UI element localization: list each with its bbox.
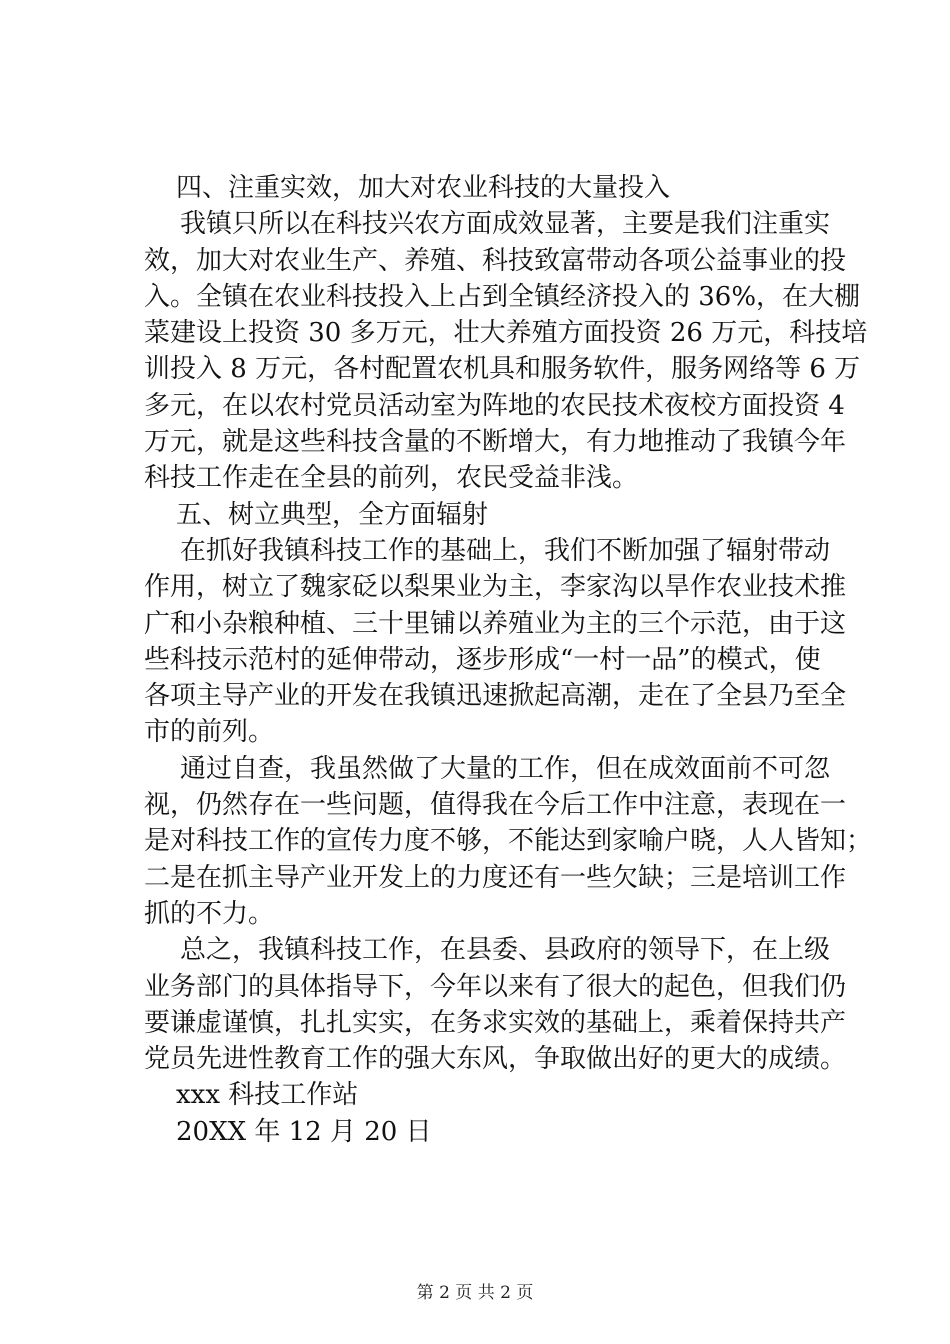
text-line: 效，加大对农业生产、养殖、科技致富带动各项公益事业的投	[144, 245, 847, 276]
text-line: 入。全镇在农业科技投入上占到全镇经济投入的 36%，在大棚	[144, 281, 861, 312]
text-line: 些科技示范村的延伸带动，逐步形成“一村一品”的模式，使	[144, 644, 821, 675]
section-heading: 四、注重实效，加大对农业科技的大量投入	[176, 173, 671, 203]
text-line: 在抓好我镇科技工作的基础上，我们不断加强了辐射带动	[180, 535, 831, 566]
text-line: 广和小杂粮种植、三十里铺以养殖业为主的三个示范，由于这	[144, 608, 847, 639]
document-body	[144, 170, 873, 1150]
paragraph	[144, 206, 868, 496]
signature-date: 20XX 年 12 月 20 日	[176, 1116, 432, 1147]
page-footer: 第 2 页 共 2 页	[416, 1283, 534, 1303]
signature-org: xxx 科技工作站	[176, 1080, 359, 1111]
text-line: 业务部门的具体指导下，今年以来有了很大的起色，但我们仍	[144, 971, 847, 1002]
paragraph	[144, 932, 847, 1077]
text-line: 菜建设上投资 30 多万元，壮大养殖方面投资 26 万元，科技培	[144, 318, 868, 349]
text-line: 总之，我镇科技工作，在县委、县政府的领导下，在上级	[180, 935, 831, 966]
text-line: 党员先进性教育工作的强大东风，争取做出好的更大的成绩。	[144, 1044, 847, 1075]
text-line: 我镇只所以在科技兴农方面成效显著，主要是我们注重实	[180, 209, 831, 240]
text-line: 通过自查，我虽然做了大量的工作，但在成效面前不可忽	[180, 753, 831, 784]
section-heading: 五、树立典型，全方面辐射	[176, 499, 489, 530]
paragraph	[144, 751, 873, 932]
text-line: 万元，就是这些科技含量的不断增大，有力地推动了我镇今年	[144, 427, 847, 458]
text-line: 科技工作走在全县的前列，农民受益非浅。	[144, 463, 639, 494]
text-line: 各项主导产业的开发在我镇迅速掀起高潮，走在了全县乃至全	[144, 681, 847, 712]
text-line: 要谦虚谨慎，扎扎实实，在务求实效的基础上，乘着保持共产	[144, 1007, 847, 1038]
paragraph	[144, 533, 847, 751]
text-line: 视，仍然存在一些问题，值得我在今后工作中注意，表现在一	[144, 790, 847, 821]
text-line: 市的前列。	[144, 717, 275, 748]
text-line: 是对科技工作的宣传力度不够，不能达到家喻户晓，人人皆知；	[144, 826, 873, 857]
text-line: 多元，在以农村党员活动室为阵地的农民技术夜校方面投资 4	[144, 390, 845, 421]
text-line: 训投入 8 万元，各村配置农机具和服务软件，服务网络等 6 万	[144, 354, 861, 385]
text-line: 作用，树立了魏家砭以梨果业为主，李家沟以旱作农业技术推	[144, 572, 847, 603]
text-line: 抓的不力。	[144, 898, 275, 929]
text-line: 二是在抓主导产业开发上的力度还有一些欠缺；三是培训工作	[144, 862, 847, 893]
